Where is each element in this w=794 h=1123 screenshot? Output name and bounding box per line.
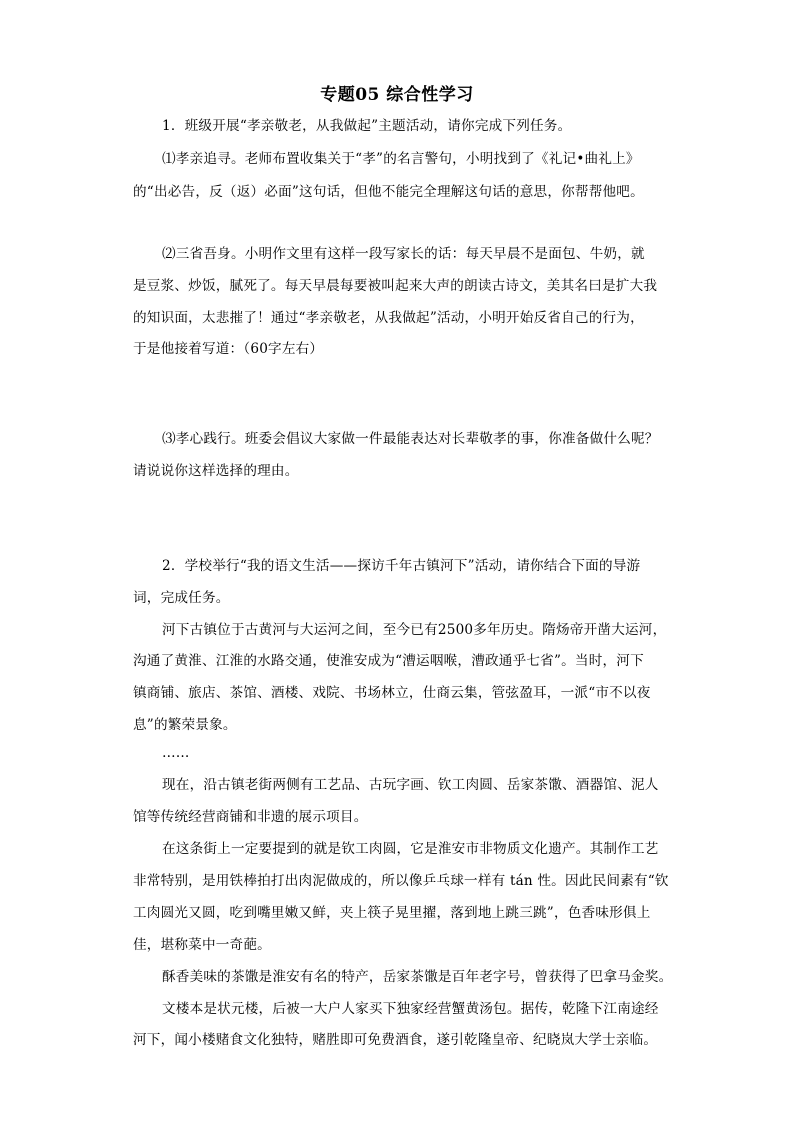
q2-para1-line3: 镇商铺、旅店、茶馆、酒楼、戏院、书场林立，仕商云集，管弦盈耳，一派“市不以夜: [133, 685, 651, 701]
q2-stem-line2: 词，完成任务。: [133, 590, 230, 606]
q1-part2-line4: 于是他接着写道：（60字左右）: [133, 341, 324, 357]
q2-para3-line3: 工肉圆光又圆，吃到嘴里嫩又鲜，夹上筷子晃里擢，落到地上跳三跳”，色香味形俱上: [133, 905, 651, 921]
q2-para3-line4: 佳，堪称菜中一奇葩。: [133, 937, 271, 953]
q1-part3-line1: ⑶孝心践行。班委会倡议大家做一件最能表达对长辈敬孝的事，你准备做什么呢？: [162, 431, 659, 447]
q2-para5-line2: 河下，闻小楼赌食文化独特，赌胜即可免费酒食，遂引乾隆皇帝、纪晓岚大学士亲临。: [133, 1032, 658, 1048]
q1-part2-line1: ⑵三省吾身。小明作文里有这样一段写家长的话：每天早晨不是面包、牛奶，就: [162, 246, 645, 262]
q1-stem: 1．班级开展“孝亲敬老，从我做起”主题活动，请你完成下列任务。: [162, 118, 572, 134]
q2-para2-line2: 馆等传统经营商铺和非遗的展示项目。: [133, 809, 368, 825]
q1-part2-line2: 是豆浆、炒饭，腻死了。每天早晨每要被叫起来大声的朗读古诗文，美其名曰是扩大我: [133, 278, 658, 294]
q2-stem-line1: 2．学校举行“我的语文生活——探访千年古镇河下”活动，请你结合下面的导游: [162, 558, 641, 574]
q2-ellipsis: ……: [162, 745, 190, 761]
q1-part1-line2: 的“出必告，反（返）必面”这句话，但他不能完全理解这句话的意思，你帮帮他吧。: [133, 184, 644, 200]
q2-para2-line1: 现在，沿古镇老街两侧有工艺品、古玩字画、钦工肉圆、岳家茶馓、酒器馆、泥人: [162, 777, 659, 793]
q2-para4: 酥香美味的茶馓是淮安有名的特产，岳家茶馓是百年老字号，曾获得了巴拿马金奖。: [162, 969, 673, 985]
q1-part2-line3: 的知识面，太悲摧了！通过“孝亲敬老，从我做起”活动，小明开始反省自己的行为，: [133, 310, 644, 326]
q2-para5-line1: 文楼本是状元楼，后被一大户人家买下独家经营蟹黄汤包。据传，乾隆下江南途经: [162, 1001, 659, 1017]
q1-part3-line2: 请说说你这样选择的理由。: [133, 463, 299, 479]
q2-para1-line4: 息”的繁荣景象。: [133, 717, 237, 733]
q2-para3-line1: 在这条街上一定要提到的就是钦工肉圆，它是淮安市非物质文化遗产。其制作工艺: [162, 841, 659, 857]
q1-part1-line1: ⑴孝亲追寻。老师布置收集关于“孝”的名言警句，小明找到了《礼记•曲礼上》: [162, 151, 640, 167]
q2-para1-line2: 沟通了黄淮、江淮的水路交通，使淮安成为“漕运咽喉，漕政通乎七省”。当时，河下: [133, 653, 644, 669]
q2-para3-line2: 非常特别，是用铁棒拍打出肉泥做成的，所以像乒乓球一样有 tán 性。因此民间素有“钦: [133, 873, 669, 889]
q2-para1-line1: 河下古镇位于古黄河与大运河之间，至今已有2500多年历史。隋炀帝开凿大运河，: [162, 622, 667, 638]
page-title: 专题05 综合性学习: [320, 85, 474, 105]
